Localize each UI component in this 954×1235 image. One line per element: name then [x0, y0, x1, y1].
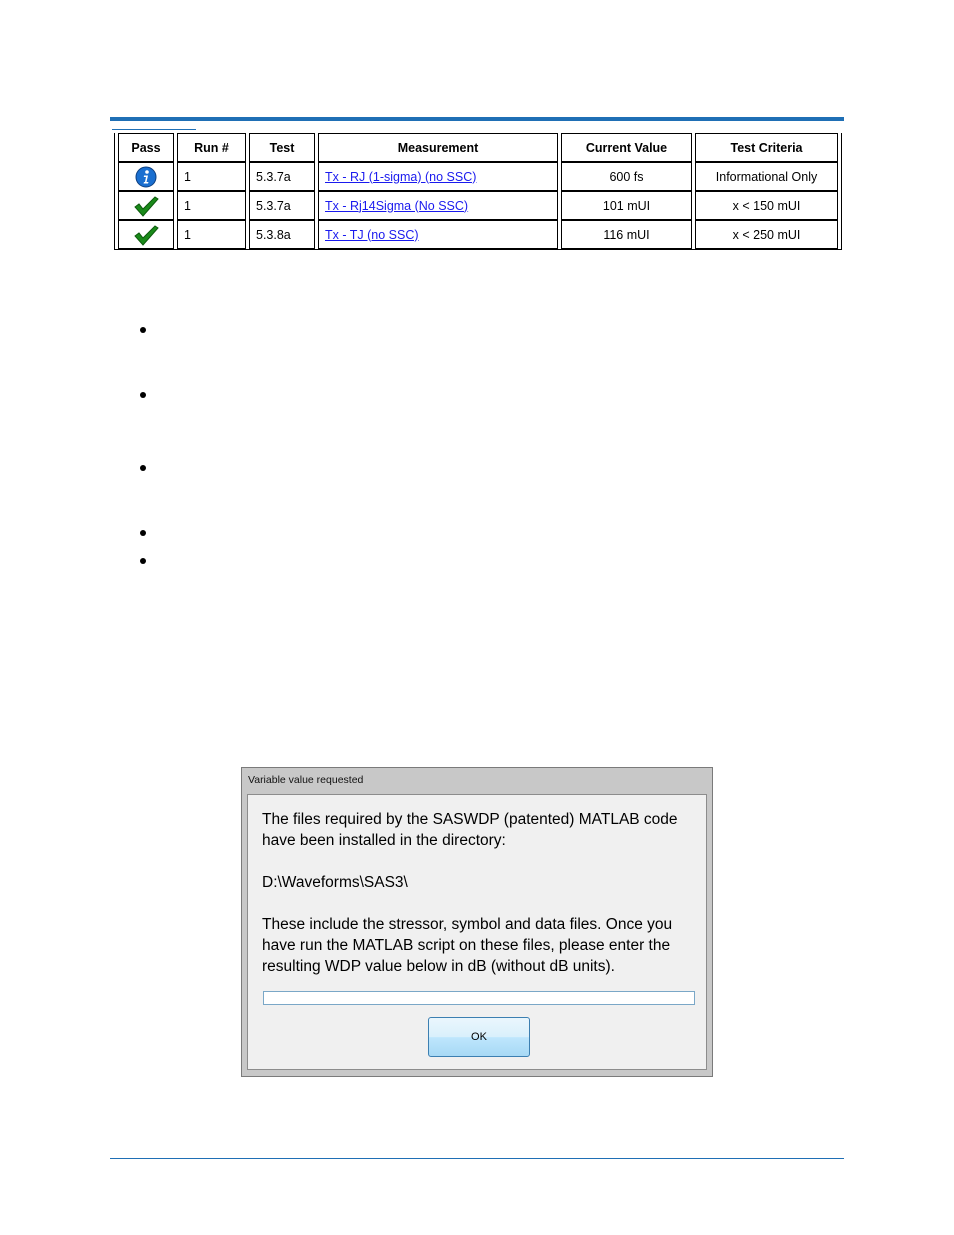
bullet-dot [140, 558, 146, 564]
table-row [118, 191, 838, 220]
measurement-link[interactable]: Tx - RJ (1-sigma) (no SSC) [325, 169, 477, 184]
value-cell: 116 mUI [561, 220, 692, 249]
measurement-cell [318, 191, 558, 220]
table-header-row [118, 133, 838, 162]
header-underline [112, 129, 196, 130]
col-test-criteria: Test Criteria [695, 133, 838, 162]
test-cell: 5.3.8a [249, 220, 315, 249]
wdp-value-input[interactable] [263, 991, 695, 1005]
criteria-cell: x < 250 mUI [695, 220, 838, 249]
measurement-link[interactable]: Tx - TJ (no SSC) [325, 227, 419, 242]
ok-button[interactable]: OK [428, 1017, 530, 1057]
bullet-dot [140, 465, 146, 471]
dialog-message-line1: The files required by the SASWDP (patented) MATLAB code have been installed in the directory: [262, 811, 678, 849]
pass-cell [118, 220, 174, 249]
col-test: Test [249, 133, 315, 162]
measurement-cell [318, 220, 558, 249]
run-cell: 1 [177, 191, 246, 220]
criteria-cell: x < 150 mUI [695, 191, 838, 220]
col-measurement: Measurement [318, 133, 558, 162]
run-cell: 1 [177, 220, 246, 249]
run-cell: 1 [177, 162, 246, 191]
col-pass: Pass [118, 133, 174, 162]
table-row [118, 162, 838, 191]
bullet-dot [140, 392, 146, 398]
measurement-cell [318, 162, 558, 191]
header-rule [110, 117, 844, 121]
value-cell: 600 fs [561, 162, 692, 191]
criteria-cell: Informational Only [695, 162, 838, 191]
checkmark-icon [133, 195, 159, 217]
bullet-dot [140, 327, 146, 333]
table-row [118, 220, 838, 249]
measurement-link[interactable]: Tx - Rj14Sigma (No SSC) [325, 198, 469, 213]
variable-value-dialog [241, 767, 713, 1077]
info-icon [135, 166, 157, 188]
results-table [114, 133, 842, 250]
value-cell: 101 mUI [561, 191, 692, 220]
dialog-title: Variable value requested [248, 774, 364, 786]
dialog-message-line3: These include the stressor, symbol and data files. Once you have run the MATLAB script on these files, please enter the resulting WDP value below in dB (without dB units). [262, 916, 673, 975]
dialog-message-directory: D:\Waveforms\SAS3\ [262, 874, 408, 891]
dialog-message [262, 809, 707, 977]
dialog-body [247, 794, 707, 1070]
col-run: Run # [177, 133, 246, 162]
bullet-dot [140, 530, 146, 536]
pass-cell [118, 191, 174, 220]
col-current-value: Current Value [561, 133, 692, 162]
test-cell: 5.3.7a [249, 191, 315, 220]
test-cell: 5.3.7a [249, 162, 315, 191]
checkmark-icon [133, 224, 159, 246]
footer-rule [110, 1158, 844, 1159]
pass-cell [118, 162, 174, 191]
